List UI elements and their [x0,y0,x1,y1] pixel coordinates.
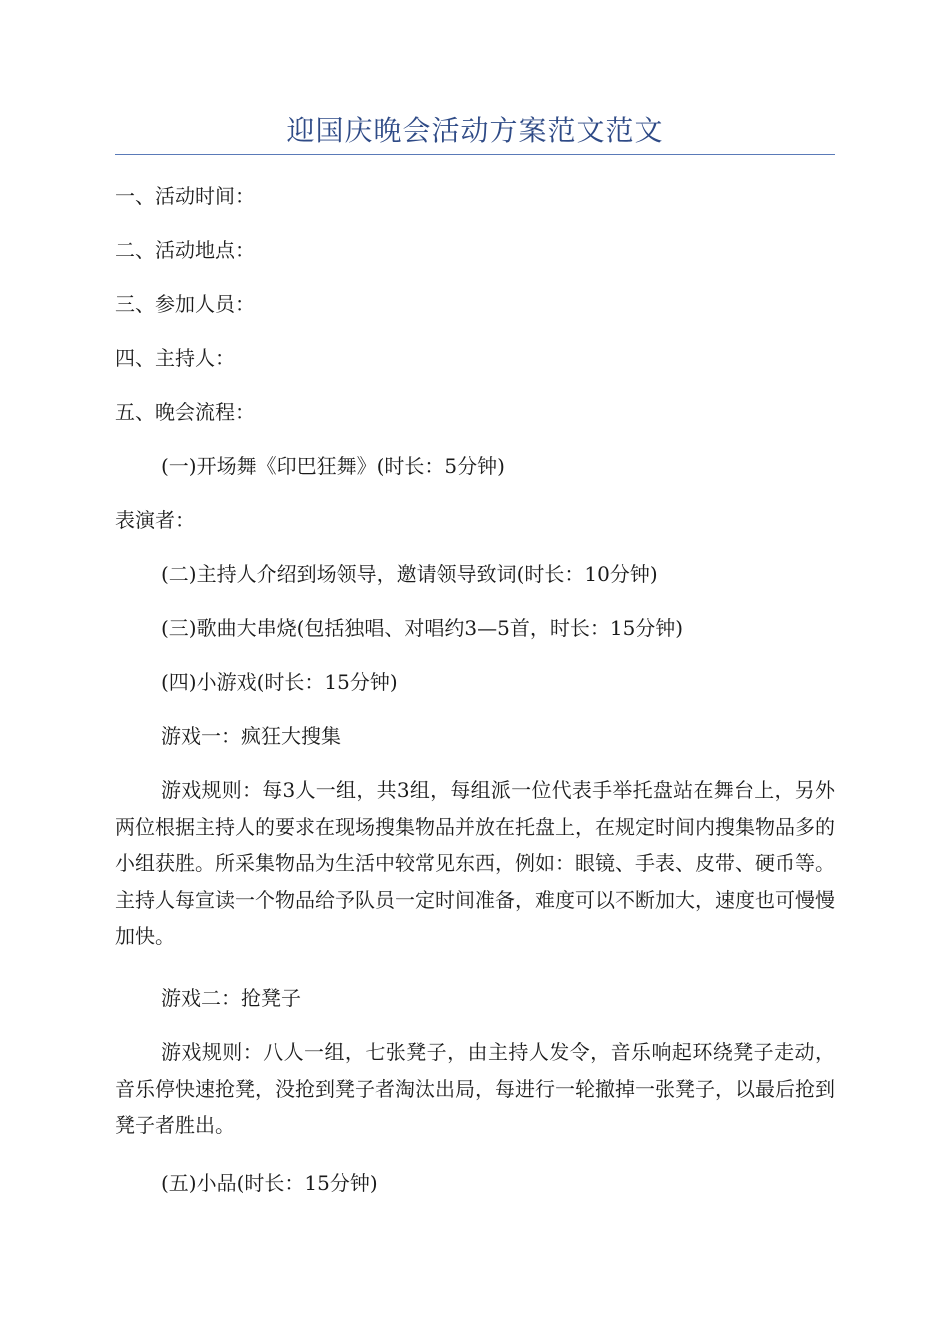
program-item-opening-dance: (一)开场舞《印巴狂舞》(时长：5分钟) [161,454,505,478]
document-title: 迎国庆晚会活动方案范文范文 [286,114,664,147]
section-participants: 三、参加人员： [115,292,255,316]
program-item-leader-speech: (二)主持人介绍到场领导，邀请领导致词(时长：10分钟) [161,562,658,586]
title-underline [115,154,835,155]
program-item-mini-games: (四)小游戏(时长：15分钟) [161,670,398,694]
section-activity-location: 二、活动地点： [115,238,255,262]
game-two-rules: 游戏规则：八人一组，七张凳子，由主持人发令，音乐响起环绕凳子走动，音乐停快速抢凳，没抢到凳子者淘汰出局，每进行一轮撤掉一张凳子，以最后抢到凳子者胜出。 [115,1040,835,1137]
game-one-rules: 游戏规则：每3人一组，共3组，每组派一位代表手举托盘站在舞台上，另外两位根据主持人的要求在现场搜集物品并放在托盘上，在规定时间内搜集物品多的小组获胜。所采集物品为生活中较常见东西，例如：眼镜、手表、皮带、硬币等。主持人每宣读一个物品给予队员一定时间准备，难度可以不断加大，速度也可慢慢加快。 [115,778,835,948]
program-item-sketch: (五)小品(时长：15分钟) [161,1171,378,1195]
section-activity-time: 一、活动时间： [115,184,255,208]
program-item-song-medley: (三)歌曲大串烧(包括独唱、对唱约3—5首，时长：15分钟) [161,616,684,640]
game-one-title: 游戏一：疯狂大搜集 [161,724,341,748]
performers-label: 表演者： [115,508,195,532]
section-program-flow: 五、晚会流程： [115,400,255,424]
game-two-title: 游戏二：抢凳子 [161,986,301,1010]
section-host: 四、主持人： [115,346,235,370]
